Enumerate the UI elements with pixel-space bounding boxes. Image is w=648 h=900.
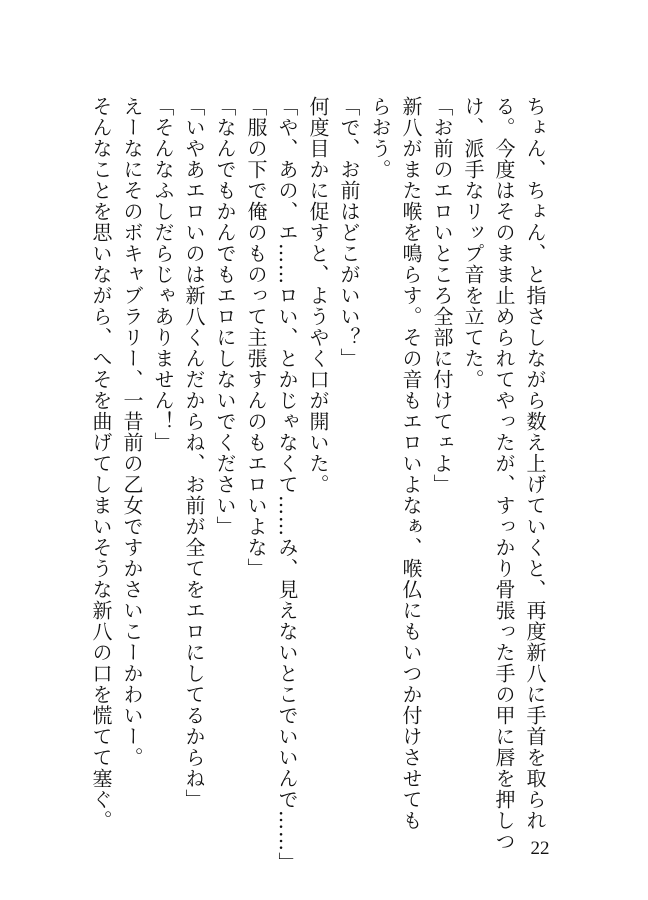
text-line: えーなにそのボキャブラリー、一昔前の乙女ですかさいこーかわいー。 [120,96,144,768]
text-line: る。今度はそのまま止められてやったが、すっかり骨張った手の甲に唇を押しつ [492,96,516,852]
text-line: 新八がまた喉を鳴らす。その音もエロいよなぁ、喉仏にもいつか付けさせても [399,96,423,831]
text-line: け、派手なリップ音を立てた。 [461,96,485,390]
text-line: そんなことを思いながら、へそを曲げてしまいそうな新八の口を慌てて塞ぐ。 [89,96,113,831]
text-line: 「お前のエロいところ全部に付けてェよ」 [430,96,454,495]
page-number: 22 [530,838,550,859]
text-line: 「や、あの、エ……ロい、とかじゃなくて……み、見えないとこでいいんで……」 [275,96,299,873]
text-line: 「服の下で俺のものって主張すんのもエロいよな」 [244,96,268,579]
text-line: らおう。 [368,96,392,180]
text-line: 「そんなふしだらじゃありません！」 [151,96,175,453]
text-line: 「なんでもかんでもエロにしないでください」 [213,96,237,537]
text-line: 何度目かに促すと、ようやく口が開いた。 [306,96,330,495]
text-line: 「いやあエロいのは新八くんだからね、お前が全てをエロにしてるからね」 [182,96,206,810]
text-line: ちょん、ちょん、と指さしながら数え上げていくと、再度新八に手首を取られ [523,96,547,831]
text-line: 「で、お前はどこがいい？」 [337,96,361,369]
